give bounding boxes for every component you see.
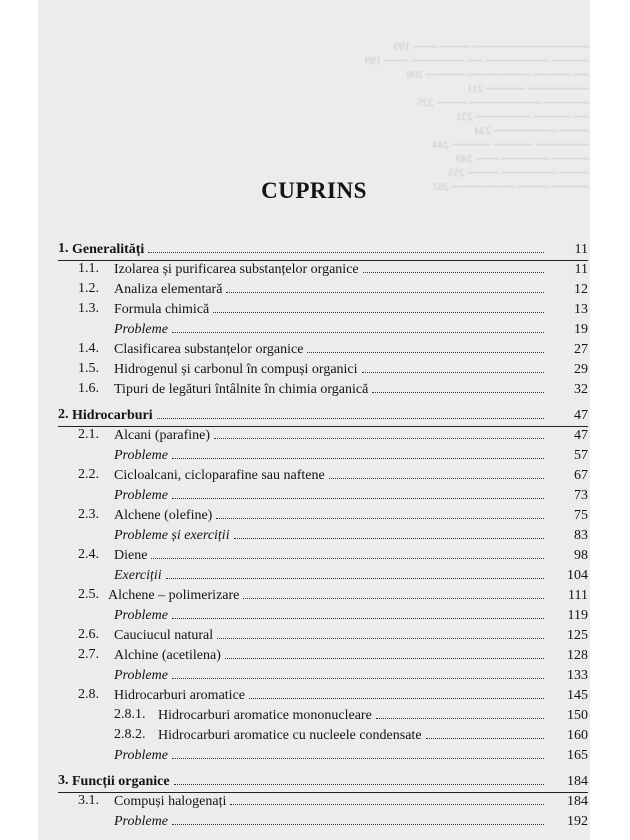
- toc-page-number: 11: [574, 262, 588, 277]
- toc-entry-number: 2.2.: [78, 467, 99, 482]
- toc-entry-row: [58, 645, 588, 665]
- dot-leader: [426, 725, 544, 739]
- dot-leader: [157, 405, 544, 419]
- toc-entry-title: Alcani (parafine): [114, 428, 210, 443]
- dot-leader: [166, 565, 544, 579]
- toc-page-number: 73: [574, 488, 588, 503]
- toc-entry-row: [58, 705, 588, 725]
- toc-entry-number: 1.4.: [78, 341, 99, 356]
- toc-entry-title: Probleme: [114, 322, 168, 337]
- toc-entry-title: Exerciții: [114, 568, 162, 583]
- toc-page-number: 160: [567, 728, 588, 743]
- dot-leader: [225, 645, 544, 659]
- toc-entry-number: 1.: [58, 241, 69, 256]
- toc-page-number: 128: [567, 648, 588, 663]
- toc-page-number: 57: [574, 448, 588, 463]
- toc-entry-row: [58, 425, 588, 445]
- toc-entry-number: 1.3.: [78, 301, 99, 316]
- toc-entry-title: Probleme: [114, 748, 168, 763]
- toc-entry-title: Diene: [114, 548, 148, 563]
- toc-chapter-row: [58, 239, 588, 259]
- dot-leader: [214, 425, 544, 439]
- toc-entry-number: 1.6.: [78, 381, 99, 396]
- toc-entry-number: 2.1.: [78, 427, 99, 442]
- dot-leader: [362, 359, 544, 373]
- dot-leader: [172, 445, 544, 459]
- toc-page-number: 192: [567, 814, 588, 829]
- toc-page-number: 165: [567, 748, 588, 763]
- toc-entry-title: Formula chimică: [114, 302, 210, 317]
- toc-page-number: 32: [574, 382, 588, 397]
- dot-leader: [172, 605, 544, 619]
- toc-page-number: 67: [574, 468, 588, 483]
- toc-page-number: 119: [567, 608, 588, 623]
- toc-entry-row: [58, 665, 588, 685]
- toc-page-number: 19: [574, 322, 588, 337]
- toc-entry-title: Hidrocarburi: [72, 408, 153, 423]
- dot-leader: [230, 791, 544, 805]
- dot-leader: [329, 465, 544, 479]
- toc-entry-title: Probleme: [114, 488, 168, 503]
- toc-entry-number: 2.5.: [78, 587, 99, 602]
- dot-leader: [151, 545, 544, 559]
- toc-entry-title: Compuși halogenați: [114, 794, 227, 809]
- dot-leader: [172, 745, 544, 759]
- dot-leader: [148, 239, 544, 253]
- toc-entry-number: 3.1.: [78, 793, 99, 808]
- toc-page-number: 133: [567, 668, 588, 683]
- toc-entry-title: Cauciucul natural: [114, 628, 214, 643]
- toc-page-number: 125: [567, 628, 588, 643]
- toc-entry-row: [58, 445, 588, 465]
- toc-page-number: 12: [574, 282, 588, 297]
- toc-entry-number: 2.7.: [78, 647, 99, 662]
- toc-page-number: 184: [567, 774, 588, 789]
- toc-entry-number: 2.8.2.: [114, 727, 146, 742]
- toc-entry-row: [58, 525, 588, 545]
- dot-leader: [243, 585, 544, 599]
- toc-entry-title: Cicloalcani, cicloparafine sau naftene: [114, 468, 325, 483]
- toc-entry-row: [58, 605, 588, 625]
- toc-page-number: 111: [568, 588, 588, 603]
- dot-leader: [172, 485, 544, 499]
- toc-entry-title: Hidrogenul și carbonul în compuși organici: [114, 362, 358, 377]
- dot-leader: [213, 299, 544, 313]
- dot-leader: [172, 665, 544, 679]
- toc-chapter-row: [58, 405, 588, 425]
- toc-entry-title: Generalități: [72, 242, 145, 257]
- toc-entry-title: Alchene (olefine): [114, 508, 213, 523]
- dot-leader: [226, 279, 544, 293]
- toc-entry-title: Hidrocarburi aromatice cu nucleele condensate: [158, 728, 422, 743]
- bleed-through-text: ─────────────── ──── ─── 199 ───── ──────── ── ─────── ─── 199 ── ───── ──────── ───── 208 ──────── ───── 211 ────── ───────── ──── 225 ── ───── ─────── 231 ──── ──────── 234 ─────── ───── ───── 244 ───── ────── ─── 249 ──── ─────── ──── 255 ───── ──── ──────── 262: [364, 41, 590, 193]
- toc-page-number: 150: [567, 708, 588, 723]
- dot-leader: [363, 259, 544, 273]
- toc-page-number: 75: [574, 508, 588, 523]
- toc-entry-title: Hidrocarburi aromatice mononucleare: [158, 708, 372, 723]
- dot-leader: [376, 705, 544, 719]
- dot-leader: [216, 505, 544, 519]
- toc-page-number: 47: [574, 428, 588, 443]
- toc-entry-row: [58, 319, 588, 339]
- toc-entry-number: 2.3.: [78, 507, 99, 522]
- toc-page-number: 98: [574, 548, 588, 563]
- toc-entry-title: Clasificarea substanțelor organice: [114, 342, 304, 357]
- page-title: CUPRINS: [261, 178, 367, 203]
- toc-entry-title: Funcții organice: [72, 774, 170, 789]
- toc-entry-row: [58, 545, 588, 565]
- dot-leader: [234, 525, 544, 539]
- toc-entry-row: [58, 465, 588, 485]
- dot-leader: [172, 811, 544, 825]
- dot-leader: [174, 771, 544, 785]
- toc-entry-title: Alchene – polimerizare: [108, 588, 240, 603]
- toc-entry-row: [58, 339, 588, 359]
- toc-entry-number: 1.1.: [78, 261, 99, 276]
- toc-page-number: 104: [567, 568, 588, 583]
- toc-entry-row: [58, 279, 588, 299]
- toc-entry-row: [58, 359, 588, 379]
- toc-entry-title: Probleme: [114, 668, 168, 683]
- toc-page-number: 29: [574, 362, 588, 377]
- toc-entry-row: [58, 811, 588, 831]
- toc-chapter-row: [58, 771, 588, 791]
- table-of-contents: [58, 239, 588, 831]
- toc-page-number: 47: [574, 408, 588, 423]
- toc-entry-number: 2.4.: [78, 547, 99, 562]
- dot-leader: [307, 339, 544, 353]
- toc-page-number: 11: [574, 242, 588, 257]
- toc-entry-title: Hidrocarburi aromatice: [114, 688, 245, 703]
- dot-leader: [217, 625, 544, 639]
- toc-entry-number: 2.8.: [78, 687, 99, 702]
- toc-entry-row: [58, 565, 588, 585]
- toc-page-number: 27: [574, 342, 588, 357]
- dot-leader: [249, 685, 544, 699]
- toc-entry-number: 3.: [58, 773, 69, 788]
- toc-entry-row: [58, 725, 588, 745]
- book-page: [38, 0, 590, 840]
- dot-leader: [372, 379, 544, 393]
- toc-page-number: 184: [567, 794, 588, 809]
- toc-entry-number: 2.: [58, 407, 69, 422]
- toc-entry-number: 1.2.: [78, 281, 99, 296]
- toc-entry-row: [58, 299, 588, 319]
- toc-entry-row: [58, 625, 588, 645]
- toc-entry-row: [58, 585, 588, 605]
- toc-entry-row: [58, 505, 588, 525]
- toc-entry-row: [58, 259, 588, 279]
- toc-entry-number: 2.8.1.: [114, 707, 146, 722]
- toc-entry-title: Tipuri de legături întâlnite în chimia organică: [114, 382, 369, 397]
- toc-page-number: 145: [567, 688, 588, 703]
- toc-entry-row: [58, 485, 588, 505]
- toc-entry-title: Analiza elementară: [114, 282, 223, 297]
- toc-entry-number: 1.5.: [78, 361, 99, 376]
- toc-page-number: 13: [574, 302, 588, 317]
- toc-entry-row: [58, 745, 588, 765]
- toc-entry-row: [58, 379, 588, 399]
- toc-entry-row: [58, 791, 588, 811]
- toc-entry-title: Probleme: [114, 814, 168, 829]
- toc-entry-title: Izolarea și purificarea substanțelor organice: [114, 262, 359, 277]
- toc-entry-row: [58, 685, 588, 705]
- toc-entry-title: Probleme și exerciții: [114, 528, 230, 543]
- dot-leader: [172, 319, 544, 333]
- toc-page-number: 83: [574, 528, 588, 543]
- toc-entry-title: Probleme: [114, 448, 168, 463]
- toc-entry-title: Probleme: [114, 608, 168, 623]
- toc-entry-number: 2.6.: [78, 627, 99, 642]
- toc-entry-title: Alchine (acetilena): [114, 648, 221, 663]
